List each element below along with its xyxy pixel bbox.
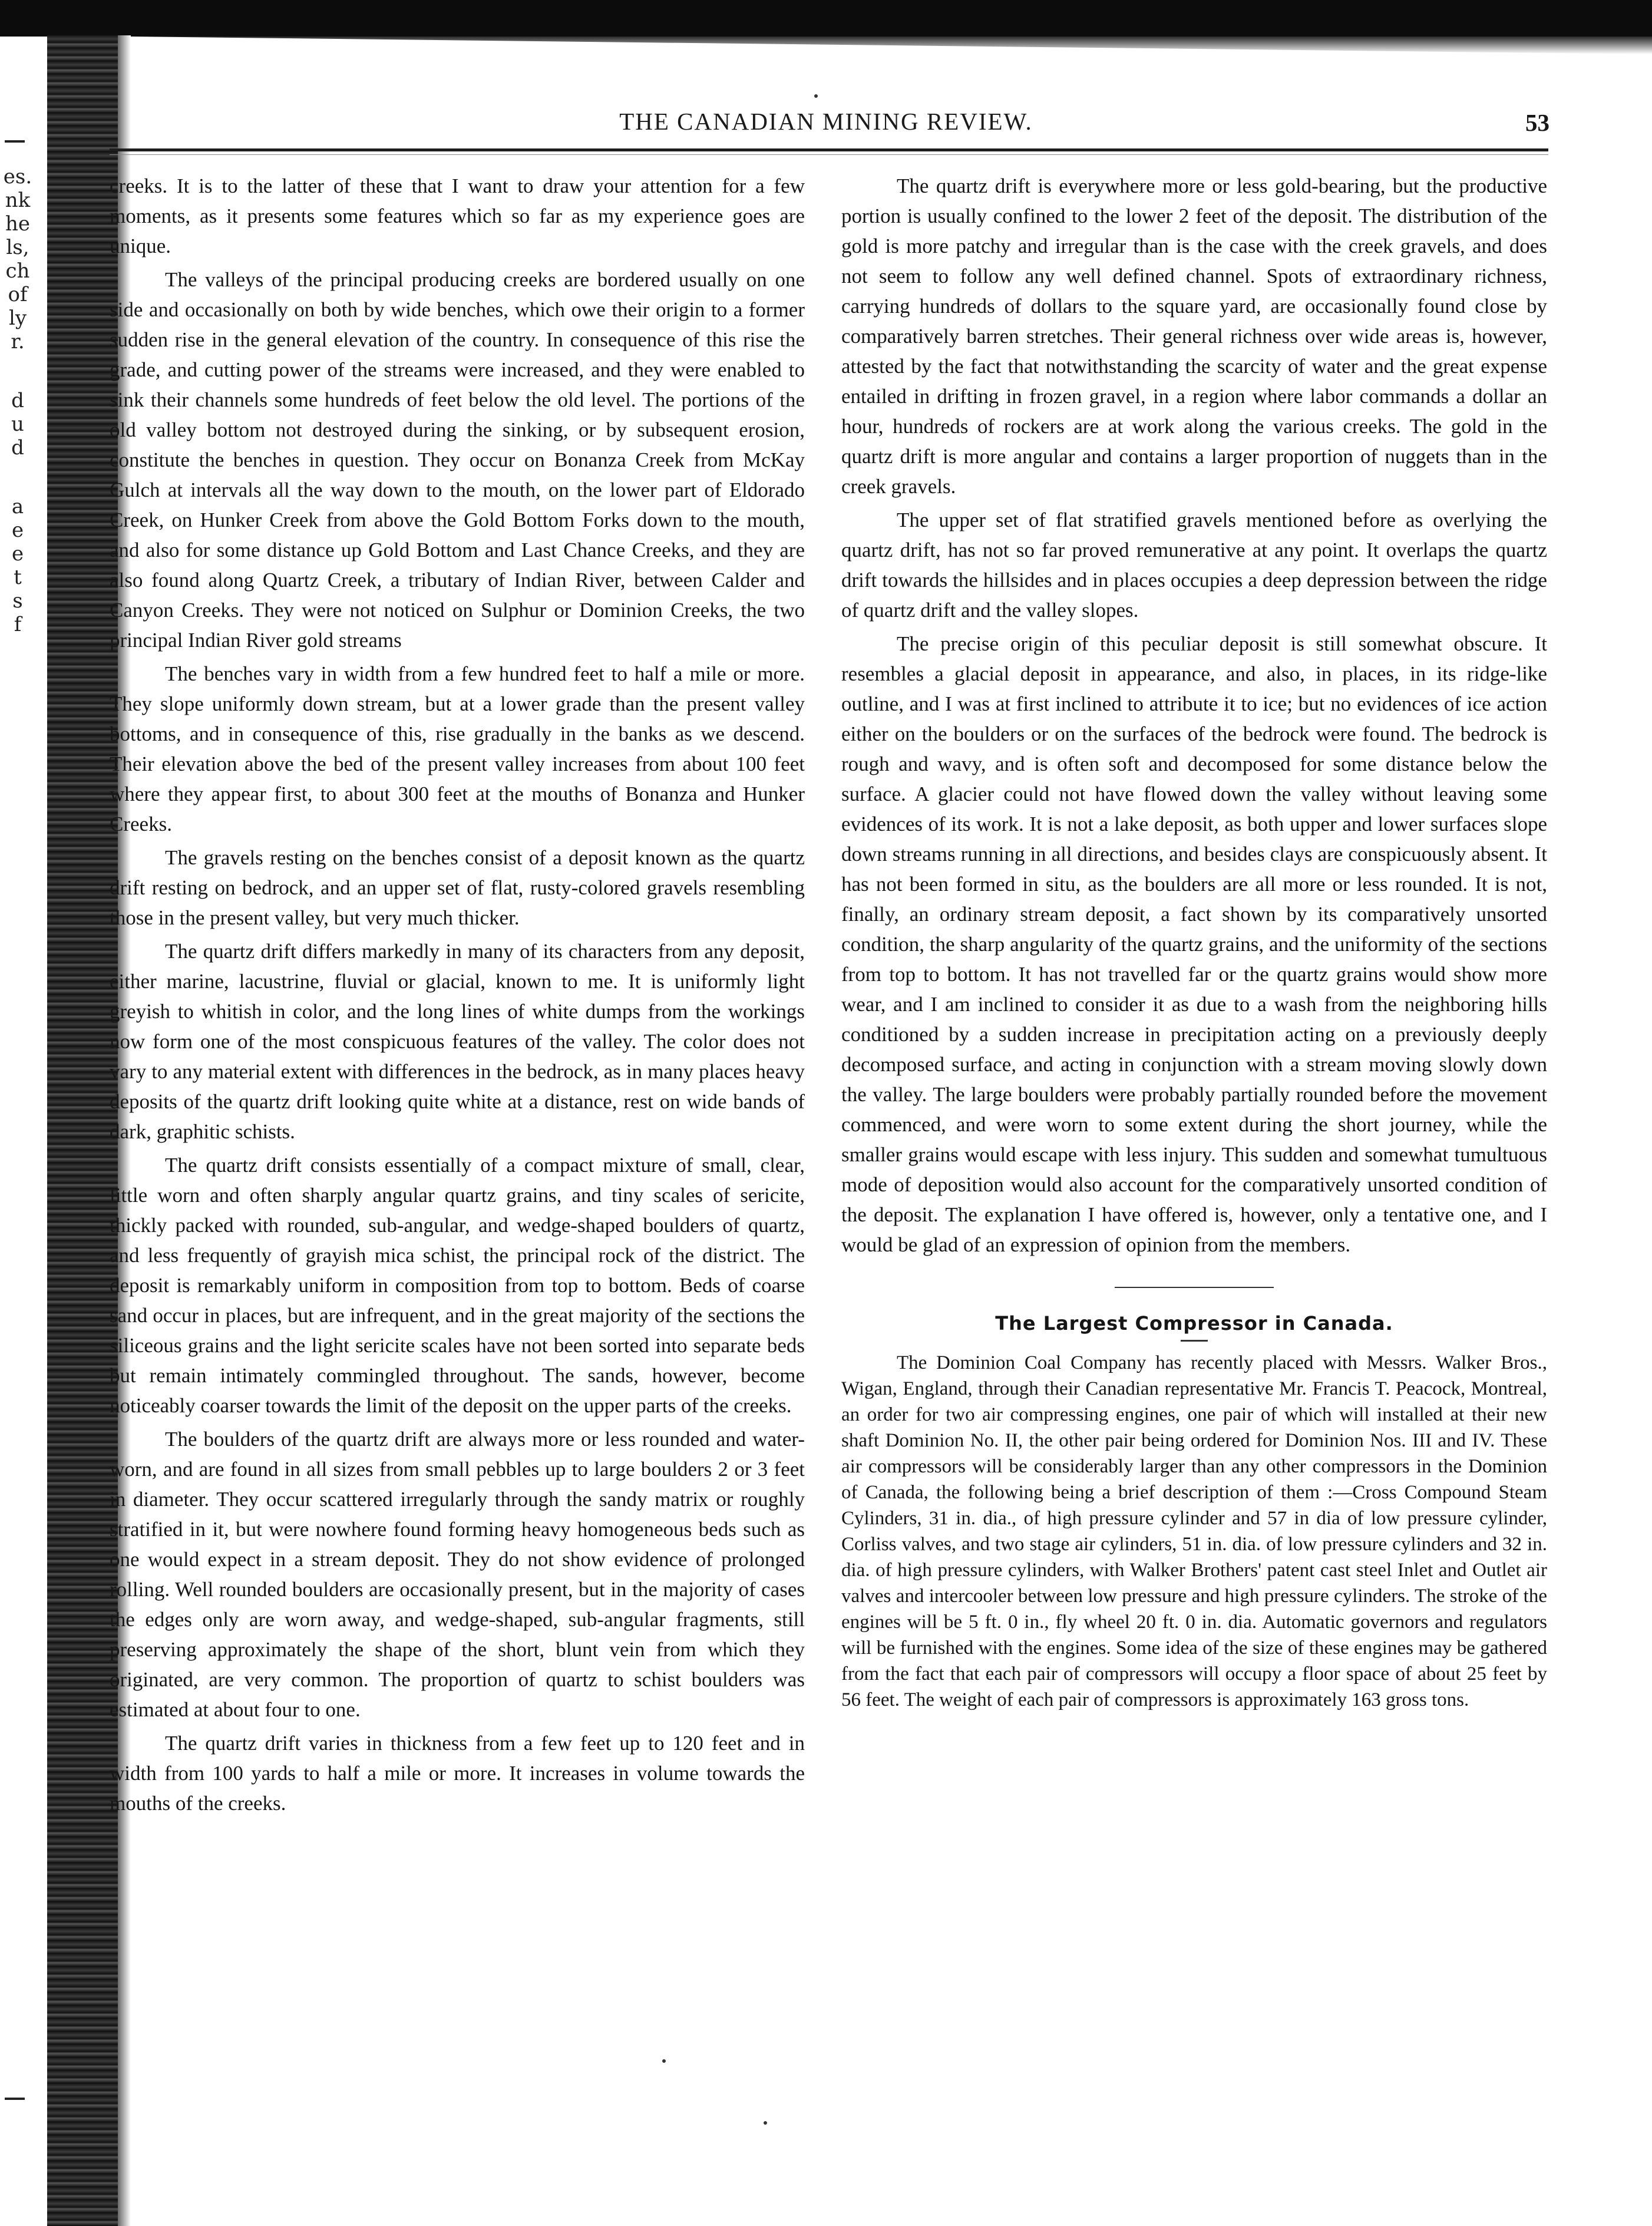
margin-fragment: t <box>14 566 22 589</box>
margin-fragment: r. <box>11 330 25 354</box>
margin-fragment: of <box>8 283 28 306</box>
paragraph: The quartz drift differs markedly in many of its characters from any deposit, either marine, lacustrine, fluvial or glacial, known to me. It is uniformly light greyish to whitish in color, and the long lines of white dumps from the workings now form one of the most conspicuous features of the valley. The color does not vary to any material extent with differences in the bedrock, as in many places heavy deposits of the quartz drift looking quite white at a distance, rest on wide bands of dark, graphitic schists. <box>110 940 805 1143</box>
margin-fragment: d <box>11 389 24 412</box>
section-divider <box>1115 1287 1274 1288</box>
margin-fragment: he <box>5 212 31 236</box>
paragraph: The upper set of flat stratified gravels mentioned before as overlying the quartz drift, has not so far proved remunerative at any point. It overlaps the quartz drift towards the hillsides and in places occupies a deep depression between the ridge of quartz drift and the valley slopes. <box>841 508 1547 622</box>
margin-fragment: ly <box>8 306 27 330</box>
margin-fragment: nk <box>5 189 31 212</box>
scan-speck <box>814 94 818 98</box>
scan-speck <box>662 2059 666 2063</box>
right-column <box>841 171 1547 1713</box>
margin-fragment: f <box>14 613 22 636</box>
margin-fragment: a <box>11 495 24 518</box>
running-head-title: THE CANADIAN MINING REVIEW. <box>619 108 1033 135</box>
scan-binding-edge <box>47 35 118 2226</box>
paragraph: The quartz drift consists essentially of a compact mixture of small, clear, little worn and often sharply angular quartz grains, and tiny scales of sericite, thickly packed with rounded, sub-angular, and wedge-shaped boulders of quartz, and less frequently of grayish mica schist, the principal rock of the district. The deposit is remarkably uniform in composition from top to bottom. Beds of coarse sand occur in places, but are infrequent, and in the great majority of the sections the siliceous grains and the light sericite scales have not been sorted into separate beds but remain intimately commingled throughout. The sands, however, become noticeably coarser towards the limit of the deposit on the upper parts of the creeks. <box>110 1154 805 1417</box>
paragraph: The quartz drift varies in thickness from a few feet up to 120 feet and in width from 100 yards to half a mile or more. It increases in volume towards the mouths of the creeks. <box>110 1732 805 1815</box>
scan-top-shadow <box>0 37 1652 54</box>
margin-fragment: e <box>11 518 24 542</box>
margin-fragment: d <box>11 436 24 460</box>
margin-fragment: es. <box>3 165 32 189</box>
margin-dash <box>5 140 25 143</box>
paragraph: The boulders of the quartz drift are always more or less rounded and water-worn, and are found in all sizes from small pebbles up to large boulders 2 or 3 feet in diameter. They occur scattered irregularly through the sandy matrix or roughly stratified in it, but were nowhere found forming heavy homogeneous beds such as one would expect in a stream deposit. They do not show evidence of prolonged rolling. Well rounded boulders are occasionally present, but in the majority of cases the edges only are worn away, and wedge-shaped, sub-angular fragments, still preserving approximately the shape of the short, blunt vein from which they originated, are very common. The proportion of quartz to schist boulders was estimated at about four to one. <box>110 1428 805 1721</box>
margin-fragment: ch <box>5 259 30 283</box>
header-rule <box>110 148 1548 151</box>
adjacent-page-fragments <box>0 165 35 636</box>
article-heading: The Largest Compressor in Canada. <box>995 1312 1393 1335</box>
article-body: The Dominion Coal Company has recently placed with Messrs. Walker Bros., Wigan, England, through their Canadian representative Mr. Francis T. Peacock, Montreal, an order for two air compressing engines, one pair of which will installed at their new shaft Dominion No. II, the other pair being ordered for Dominion Nos. III and IV. These air compressors will be considerably larger than any other compressors in the Dominion of Canada, the following being a brief description of them :—Cross Compound Steam Cylinders, 31 in. dia., of high pressure cylinder and 57 in dia of low pressure cylinder, Corliss valves, and two stage air cylinders, 51 in. dia. of low pressure cylinders and 32 in. dia. of high pressure cylinders, with Walker Brothers' patent cast steel Inlet and Outlet air valves and intercooler between low pressure and high pressure cylinders. The stroke of the engines will be 5 ft. 0 in., fly wheel 20 ft. 0 in. dia. Automatic governors and regulators will be furnished with the engines. Some idea of the size of these engines may be gathered from the fact that each pair of compressors will occupy a floor space of about 25 feet by 56 feet. The weight of each pair of compressors is approximately 163 gross tons. <box>841 1352 1547 1710</box>
paragraph: The benches vary in width from a few hundred feet to half a mile or more. They slope uniformly down stream, but at a lower grade than the present valley bottoms, and in consequence of this, rise gradually in the banks as we descend. Their elevation above the bed of the present valley increases from about 100 feet where they appear first, to about 300 feet at the mouths of Bonanza and Hunker Creeks. <box>110 662 805 835</box>
paragraph: The valleys of the principal producing creeks are bordered usually on one side and occasionally on both by wide benches, which owe their origin to a former sudden rise in the general elevation of the country. In consequence of this rise the grade, and cutting power of the streams were increased, and they were enabled to sink their channels some hundreds of feet below the old level. The portions of the old valley bottom not destroyed during the sinking, or by subsequent erosion, constitute the benches in question. They occur on Bonanza Creek from McKay Gulch at intervals all the way down to the mouth, on the lower part of Eldorado Creek, on Hunker Creek from above the Gold Bottom Forks down to the mouth, and also for some distance up Gold Bottom and Last Chance Creeks, and they are also found along Quartz Creek, a tributary of Indian River, between Calder and Canyon Creeks. They were not noticed on Sulphur or Dominion Creeks, the two principal Indian River gold streams <box>110 268 805 652</box>
page-number: 53 <box>1525 109 1549 136</box>
margin-fragment: s <box>12 589 23 613</box>
paragraph: creeks. It is to the latter of these that I want to draw your attention for a few moments, as it presents some features which so far as my experience goes are unique. <box>110 174 805 257</box>
heading-dash <box>1181 1340 1208 1342</box>
paragraph: The gravels resting on the benches consist of a deposit known as the quartz drift resting on bedrock, and an upper set of flat, rusty-colored gravels resembling those in the present valley, but very much thicker. <box>110 846 805 929</box>
header-rule-thin <box>110 154 1548 155</box>
scan-top-edge <box>0 0 1652 37</box>
left-column <box>110 171 805 1818</box>
margin-fragment: ls, <box>6 236 29 259</box>
paragraph: The quartz drift is everywhere more or less gold-bearing, but the productive portion is usually confined to the lower 2 feet of the deposit. The distribution of the gold is more patchy and irregular than is the case with the creek gravels, and does not seem to follow any well defined channel. Spots of extraordinary richness, carrying hundreds of dollars to the square yard, are occasionally found close by comparatively barren stretches. Their general richness over wide areas is, however, attested by the fact that notwithstanding the scarcity of water and the great expense entailed in drifting in frozen gravel, in a region where labor commands a dollar an hour, hundreds of rockers are at work along the various creeks. The gold in the quartz drift is more angular and contains a larger proportion of nuggets than in the creek gravels. <box>841 174 1547 498</box>
margin-fragment: e <box>11 542 24 566</box>
paragraph: The precise origin of this peculiar deposit is still somewhat obscure. It resembles a glacial deposit in appearance, and also, in places, in its ridge-like outline, and I was at first inclined to attribute it to ice; but no evidences of ice action either on the boulders or on the surfaces of the bedrock were found. The bedrock is rough and wavy, and is often soft and decomposed for some distance below the surface. A glacier could not have flowed down the valley without leaving some evidences of its work. It is not a lake deposit, as both upper and lower surfaces slope down streams running in all directions, and besides clays are conspicuously absent. It has not been formed in situ, as the boulders are all more or less rounded. It is not, finally, an ordinary stream deposit, a fact shown by its comparatively unsorted condition, the sharp angularity of the quartz grains, and the uniformity of the sections from top to bottom. It has not travelled far or the quartz grains would show more wear, and I am inclined to consider it as due to a wash from the neighboring hills conditioned by a sudden increase in precipitation acting on a previously deeply decomposed surface, and acting in conjunction with a stream moving slowly down the valley. The large boulders were probably partially rounded before the movement commenced, and were worn to some extent during the short journey, while the smaller grains would escape with less injury. This sudden and somewhat tumultuous mode of deposition would also account for the comparatively unsorted condition of the deposit. The explanation I have offered is, however, only a tentative one, and I would be glad of an expression of opinion from the members. <box>841 632 1547 1256</box>
scan-speck <box>764 2121 767 2125</box>
margin-fragment: u <box>11 412 24 436</box>
margin-dash <box>5 2098 25 2100</box>
